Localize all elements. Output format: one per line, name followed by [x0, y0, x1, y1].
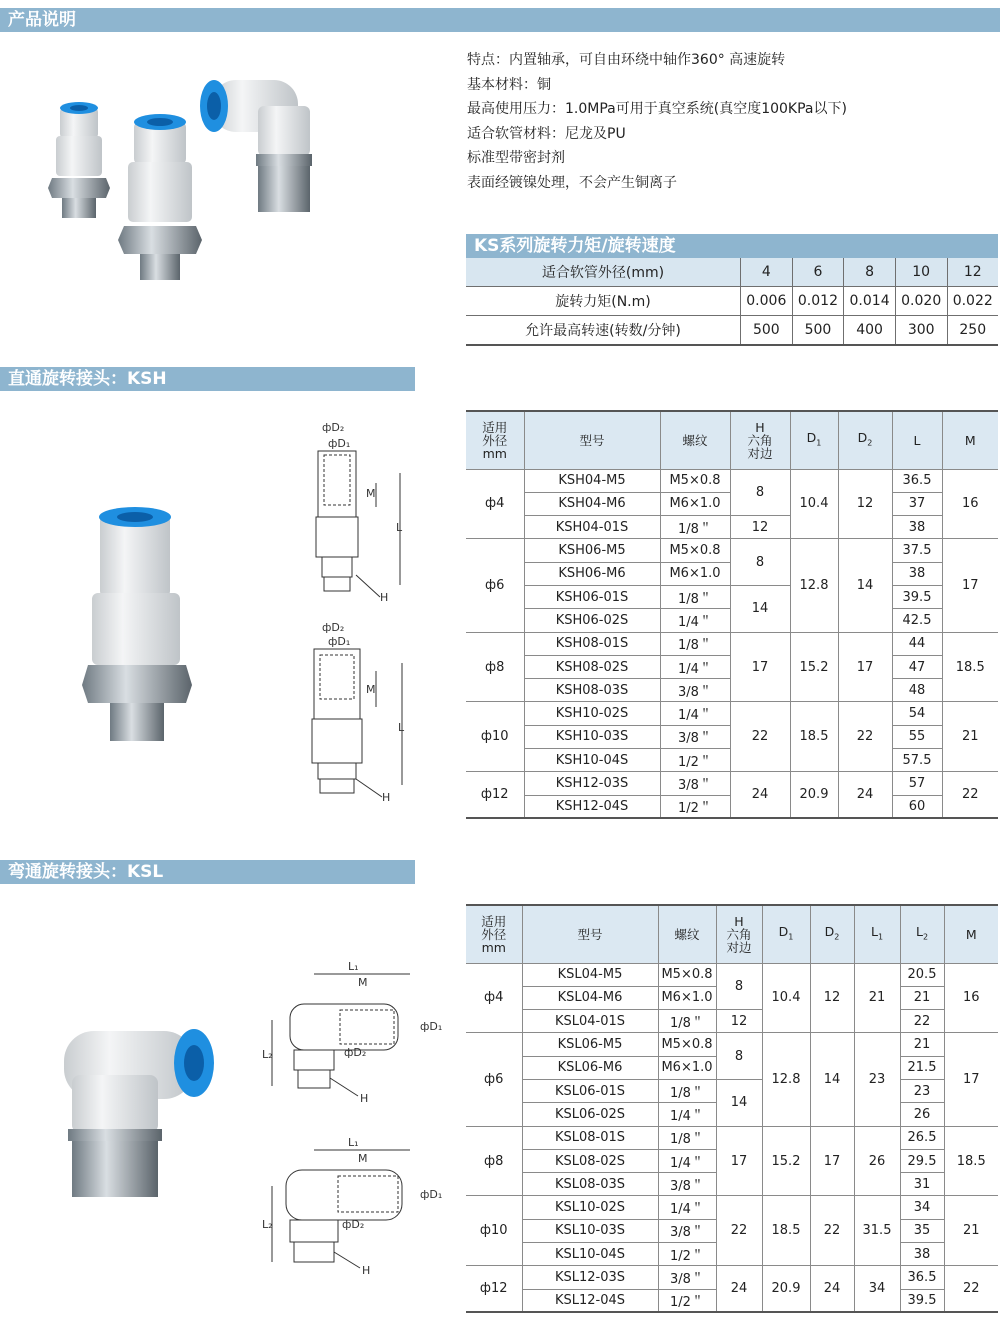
d2-cell: 14 — [810, 1033, 854, 1126]
l2-cell: 21.5 — [900, 1056, 944, 1079]
m-cell: 21 — [942, 702, 998, 772]
model-cell: KSH10-02S — [524, 702, 660, 725]
hex-cell: 8 — [730, 469, 790, 516]
model-cell: KSH04-M6 — [524, 492, 660, 515]
m-cell: 18.5 — [942, 632, 998, 702]
table-cell: 0.020 — [895, 287, 947, 316]
model-cell: KSL06-M5 — [522, 1033, 658, 1056]
model-cell: KSH06-M5 — [524, 539, 660, 562]
d1-cell: 12.8 — [762, 1033, 810, 1126]
thread-cell: M5×0.8 — [660, 539, 730, 562]
table-row — [466, 539, 998, 562]
l-cell: 42.5 — [892, 609, 942, 632]
feature-list — [467, 48, 847, 196]
dim-label-d1: фD₁ — [328, 635, 351, 648]
d1-cell: 20.9 — [762, 1266, 810, 1313]
l2-cell: 36.5 — [900, 1266, 944, 1289]
thread-cell: 1/2＂ — [658, 1243, 716, 1266]
model-cell: KSH12-03S — [524, 772, 660, 795]
d1-cell: 18.5 — [790, 702, 838, 772]
dim-label-h: H — [380, 591, 389, 604]
dim-label-d2: фD₂ — [322, 621, 345, 634]
col-header-d1: $D_1$ — [762, 905, 810, 963]
dim-label-l1: L₁ — [348, 960, 359, 973]
model-cell: KSH08-03S — [524, 679, 660, 702]
model-cell: KSH10-04S — [524, 749, 660, 772]
col-header-model: 型号 — [522, 905, 658, 963]
l-cell: 55 — [892, 725, 942, 748]
l1-cell: 31.5 — [854, 1196, 900, 1266]
thread-cell: 3/8＂ — [658, 1266, 716, 1289]
thread-cell: M5×0.8 — [660, 469, 730, 492]
l2-cell: 39.5 — [900, 1289, 944, 1312]
model-cell: KSH04-01S — [524, 516, 660, 539]
l-cell: 57 — [892, 772, 942, 795]
table-cell: 10 — [895, 258, 947, 287]
hex-cell: 12 — [716, 1010, 762, 1033]
ks-rotation-table — [466, 258, 998, 346]
row-label: 允许最高转速(转数/分钟) — [466, 316, 741, 346]
l2-cell: 22 — [900, 1010, 944, 1033]
dia-cell: ф10 — [466, 702, 524, 772]
thread-cell: 1/8＂ — [658, 1010, 716, 1033]
model-cell: KSL08-03S — [522, 1173, 658, 1196]
thread-cell: 1/4＂ — [658, 1196, 716, 1219]
m-cell: 21 — [944, 1196, 998, 1266]
col-header-l: L — [892, 411, 942, 469]
thread-cell: 1/8＂ — [660, 585, 730, 608]
table-cell: 500 — [792, 316, 844, 346]
table-row — [466, 702, 998, 725]
row-label: 适合软管外径(mm) — [466, 258, 741, 287]
table-cell: 0.006 — [741, 287, 793, 316]
section-title-ksl: 弯通旋转接头：KSL — [0, 860, 415, 884]
col-header-d2: $D_2$ — [810, 905, 854, 963]
table-cell: 500 — [741, 316, 793, 346]
dia-cell: ф6 — [466, 1033, 522, 1126]
table-cell: 8 — [844, 258, 896, 287]
ksh-drawing-upper — [316, 421, 403, 604]
dim-label-d2: фD₂ — [322, 421, 345, 434]
dim-label-h: H — [360, 1092, 369, 1105]
l-cell: 47 — [892, 655, 942, 678]
thread-cell: 1/8＂ — [658, 1126, 716, 1149]
l-cell: 57.5 — [892, 749, 942, 772]
table-cell: 400 — [844, 316, 896, 346]
col-header-model: 型号 — [524, 411, 660, 469]
dia-cell: ф8 — [466, 1126, 522, 1196]
table-row — [466, 1266, 998, 1289]
d1-cell: 20.9 — [790, 772, 838, 819]
hex-cell: 8 — [716, 963, 762, 1010]
thread-cell: 1/4＂ — [660, 655, 730, 678]
l-cell: 36.5 — [892, 469, 942, 492]
thread-cell: 1/8＂ — [660, 632, 730, 655]
l-cell: 37 — [892, 492, 942, 515]
table-cell: 12 — [947, 258, 998, 287]
dim-label-m: M — [366, 683, 376, 696]
ksl-spec-table — [466, 904, 998, 1313]
dim-label-d1: фD₁ — [420, 1188, 443, 1201]
dim-label-d1: фD₁ — [420, 1020, 443, 1033]
thread-cell: 1/2＂ — [660, 795, 730, 818]
fitting-small — [48, 102, 110, 218]
thread-cell: 1/8＂ — [658, 1079, 716, 1102]
l2-cell: 26 — [900, 1103, 944, 1126]
section-title-ksh: 直通旋转接头：KSH — [0, 367, 415, 391]
model-cell: KSL04-M6 — [522, 986, 658, 1009]
thread-cell: 1/2＂ — [658, 1289, 716, 1312]
thread-cell: 3/8＂ — [660, 725, 730, 748]
thread-cell: 1/2＂ — [660, 749, 730, 772]
hex-cell: 22 — [730, 702, 790, 772]
m-cell: 17 — [942, 539, 998, 632]
hex-cell: 24 — [730, 772, 790, 819]
col-header-hex: H 六角 对边 — [730, 411, 790, 469]
d1-cell: 10.4 — [762, 963, 810, 1033]
dim-label-l2: L₂ — [262, 1048, 273, 1061]
dia-cell: ф4 — [466, 963, 522, 1033]
m-cell: 17 — [944, 1033, 998, 1126]
hex-cell: 8 — [716, 1033, 762, 1080]
model-cell: KSL10-03S — [522, 1219, 658, 1242]
hex-cell: 14 — [730, 585, 790, 632]
d2-cell: 17 — [810, 1126, 854, 1196]
dia-cell: ф4 — [466, 469, 524, 539]
l-cell: 38 — [892, 516, 942, 539]
fitting-elbow — [200, 80, 312, 212]
model-cell: KSH08-01S — [524, 632, 660, 655]
thread-cell: 1/4＂ — [658, 1103, 716, 1126]
m-cell: 16 — [944, 963, 998, 1033]
dia-cell: ф12 — [466, 772, 524, 819]
d1-cell: 10.4 — [790, 469, 838, 539]
ksh-photo — [80, 505, 200, 745]
thread-cell: M6×1.0 — [658, 986, 716, 1009]
model-cell: KSH06-01S — [524, 585, 660, 608]
thread-cell: M5×0.8 — [658, 963, 716, 986]
table-row — [466, 1126, 998, 1149]
table-row — [466, 316, 998, 346]
hex-cell: 14 — [716, 1079, 762, 1126]
d2-cell: 24 — [838, 772, 892, 819]
thread-cell: 1/4＂ — [660, 702, 730, 725]
thread-cell: 3/8＂ — [660, 679, 730, 702]
dia-cell: ф10 — [466, 1196, 522, 1266]
col-header-d2: $D_2$ — [838, 411, 892, 469]
l-cell: 60 — [892, 795, 942, 818]
feature-item: 表面经镀镍处理，不会产生铜离子 — [467, 174, 677, 191]
model-cell: KSL06-M6 — [522, 1056, 658, 1079]
col-header-dia: 适用 外径 mm — [466, 905, 522, 963]
l-cell: 38 — [892, 562, 942, 585]
table-cell: 300 — [895, 316, 947, 346]
col-header-l2: $L_2$ — [900, 905, 944, 963]
table-cell: 0.012 — [792, 287, 844, 316]
table-cell: 0.014 — [844, 287, 896, 316]
row-label: 旋转力矩(N.m) — [466, 287, 741, 316]
table-row — [466, 287, 998, 316]
model-cell: KSH04-M5 — [524, 469, 660, 492]
dim-label-m: M — [366, 487, 376, 500]
l-cell: 48 — [892, 679, 942, 702]
dim-label-l2: L₂ — [262, 1218, 273, 1231]
ksl-table-body — [466, 963, 998, 1312]
thread-cell: 1/8＂ — [660, 516, 730, 539]
col-header-thread: 螺纹 — [660, 411, 730, 469]
ksl-photo — [58, 1025, 218, 1200]
model-cell: KSL08-02S — [522, 1149, 658, 1172]
d1-cell: 12.8 — [790, 539, 838, 632]
model-cell: KSH12-04S — [524, 795, 660, 818]
d2-cell: 22 — [810, 1196, 854, 1266]
model-cell: KSH10-03S — [524, 725, 660, 748]
l1-cell: 21 — [854, 963, 900, 1033]
col-header-m: M — [944, 905, 998, 963]
fitting-medium — [118, 114, 202, 280]
ksl-drawing-upper — [262, 960, 442, 1105]
table-row — [466, 1079, 998, 1102]
model-cell: KSH08-02S — [524, 655, 660, 678]
ksh-drawing-lower — [312, 621, 405, 804]
table-row — [466, 585, 998, 608]
l2-cell: 23 — [900, 1079, 944, 1102]
l-cell: 37.5 — [892, 539, 942, 562]
table-row — [466, 772, 998, 795]
thread-cell: M5×0.8 — [658, 1033, 716, 1056]
table-row — [466, 469, 998, 492]
dim-label-d2: фD₂ — [342, 1218, 365, 1231]
model-cell: KSL06-02S — [522, 1103, 658, 1126]
d2-cell: 22 — [838, 702, 892, 772]
ksh-table-body — [466, 469, 998, 818]
dim-label-d1: фD₁ — [328, 437, 351, 450]
d2-cell: 14 — [838, 539, 892, 632]
l-cell: 44 — [892, 632, 942, 655]
table-row — [466, 963, 998, 986]
dim-label-m: M — [358, 1152, 368, 1165]
l2-cell: 31 — [900, 1173, 944, 1196]
dim-label-h: H — [362, 1264, 371, 1277]
l1-cell: 23 — [854, 1033, 900, 1126]
dim-label-l: L — [396, 521, 403, 534]
dia-cell: ф12 — [466, 1266, 522, 1313]
model-cell: KSL04-M5 — [522, 963, 658, 986]
hex-cell: 17 — [730, 632, 790, 702]
l2-cell: 26.5 — [900, 1126, 944, 1149]
l-cell: 39.5 — [892, 585, 942, 608]
m-cell: 18.5 — [944, 1126, 998, 1196]
feature-item: 最高使用压力：1.0MPa可用于真空系统(真空度100KPa以下) — [467, 101, 847, 118]
dim-label-m: M — [358, 976, 368, 989]
feature-item: 标准型带密封剂 — [467, 150, 565, 167]
d1-cell: 18.5 — [762, 1196, 810, 1266]
d1-cell: 15.2 — [762, 1126, 810, 1196]
l2-cell: 34 — [900, 1196, 944, 1219]
table-row — [466, 1196, 998, 1219]
l2-cell: 29.5 — [900, 1149, 944, 1172]
thread-cell: M6×1.0 — [660, 492, 730, 515]
table-cell: 250 — [947, 316, 998, 346]
thread-cell: 1/4＂ — [658, 1149, 716, 1172]
dim-label-l1: L₁ — [348, 1136, 359, 1149]
d2-cell: 12 — [838, 469, 892, 539]
product-photo-fittings — [40, 70, 340, 290]
ksh-dimension-drawing — [296, 415, 426, 805]
d2-cell: 17 — [838, 632, 892, 702]
model-cell: KSL12-03S — [522, 1266, 658, 1289]
table-row — [466, 258, 998, 287]
thread-cell: 3/8＂ — [660, 772, 730, 795]
d1-cell: 15.2 — [790, 632, 838, 702]
hex-cell: 12 — [730, 516, 790, 539]
thread-cell: 1/4＂ — [660, 609, 730, 632]
dim-label-l: L — [398, 721, 405, 734]
table-row — [466, 516, 998, 539]
col-header-dia: 适用 外径 mm — [466, 411, 524, 469]
col-header-thread: 螺纹 — [658, 905, 716, 963]
ksl-drawing-lower — [262, 1136, 442, 1277]
model-cell: KSL08-01S — [522, 1126, 658, 1149]
table-cell: 4 — [741, 258, 793, 287]
model-cell: KSL12-04S — [522, 1289, 658, 1312]
col-header-l1: $L_1$ — [854, 905, 900, 963]
ksl-dimension-drawing — [260, 960, 443, 1290]
col-header-m: M — [942, 411, 998, 469]
feature-item: 基本材料：铜 — [467, 76, 551, 93]
model-cell: KSL10-02S — [522, 1196, 658, 1219]
l-cell: 54 — [892, 702, 942, 725]
table-cell: 6 — [792, 258, 844, 287]
thread-cell: M6×1.0 — [660, 562, 730, 585]
l1-cell: 26 — [854, 1126, 900, 1196]
dia-cell: ф6 — [466, 539, 524, 632]
hex-cell: 24 — [716, 1266, 762, 1313]
l2-cell: 20.5 — [900, 963, 944, 986]
m-cell: 22 — [944, 1266, 998, 1313]
l1-cell: 34 — [854, 1266, 900, 1313]
model-cell: KSL04-01S — [522, 1010, 658, 1033]
l2-cell: 38 — [900, 1243, 944, 1266]
col-header-d1: $D_1$ — [790, 411, 838, 469]
thread-cell: M6×1.0 — [658, 1056, 716, 1079]
table-row — [466, 632, 998, 655]
ks-table-title: KS系列旋转力矩/旋转速度 — [466, 234, 998, 258]
l2-cell: 35 — [900, 1219, 944, 1242]
hex-cell: 17 — [716, 1126, 762, 1196]
dia-cell: ф8 — [466, 632, 524, 702]
dim-label-h: H — [382, 791, 391, 804]
ksh-spec-table — [466, 410, 998, 819]
col-header-hex: H 六角 对边 — [716, 905, 762, 963]
model-cell: KSL06-01S — [522, 1079, 658, 1102]
d2-cell: 24 — [810, 1266, 854, 1313]
feature-item: 适合软管材料：尼龙及PU — [467, 125, 626, 142]
feature-item: 特点：内置轴承，可自由环绕中轴作360° 高速旋转 — [467, 52, 786, 68]
m-cell: 22 — [942, 772, 998, 819]
hex-cell: 22 — [716, 1196, 762, 1266]
table-cell: 0.022 — [947, 287, 998, 316]
model-cell: KSH06-02S — [524, 609, 660, 632]
d2-cell: 12 — [810, 963, 854, 1033]
table-row — [466, 1033, 998, 1056]
model-cell: KSH06-M6 — [524, 562, 660, 585]
table-row — [466, 1010, 998, 1033]
thread-cell: 3/8＂ — [658, 1219, 716, 1242]
l2-cell: 21 — [900, 986, 944, 1009]
hex-cell: 8 — [730, 539, 790, 586]
model-cell: KSL10-04S — [522, 1243, 658, 1266]
dim-label-d2: фD₂ — [344, 1046, 367, 1059]
thread-cell: 3/8＂ — [658, 1173, 716, 1196]
m-cell: 16 — [942, 469, 998, 539]
l2-cell: 21 — [900, 1033, 944, 1056]
section-title-product: 产品说明 — [0, 8, 1000, 32]
